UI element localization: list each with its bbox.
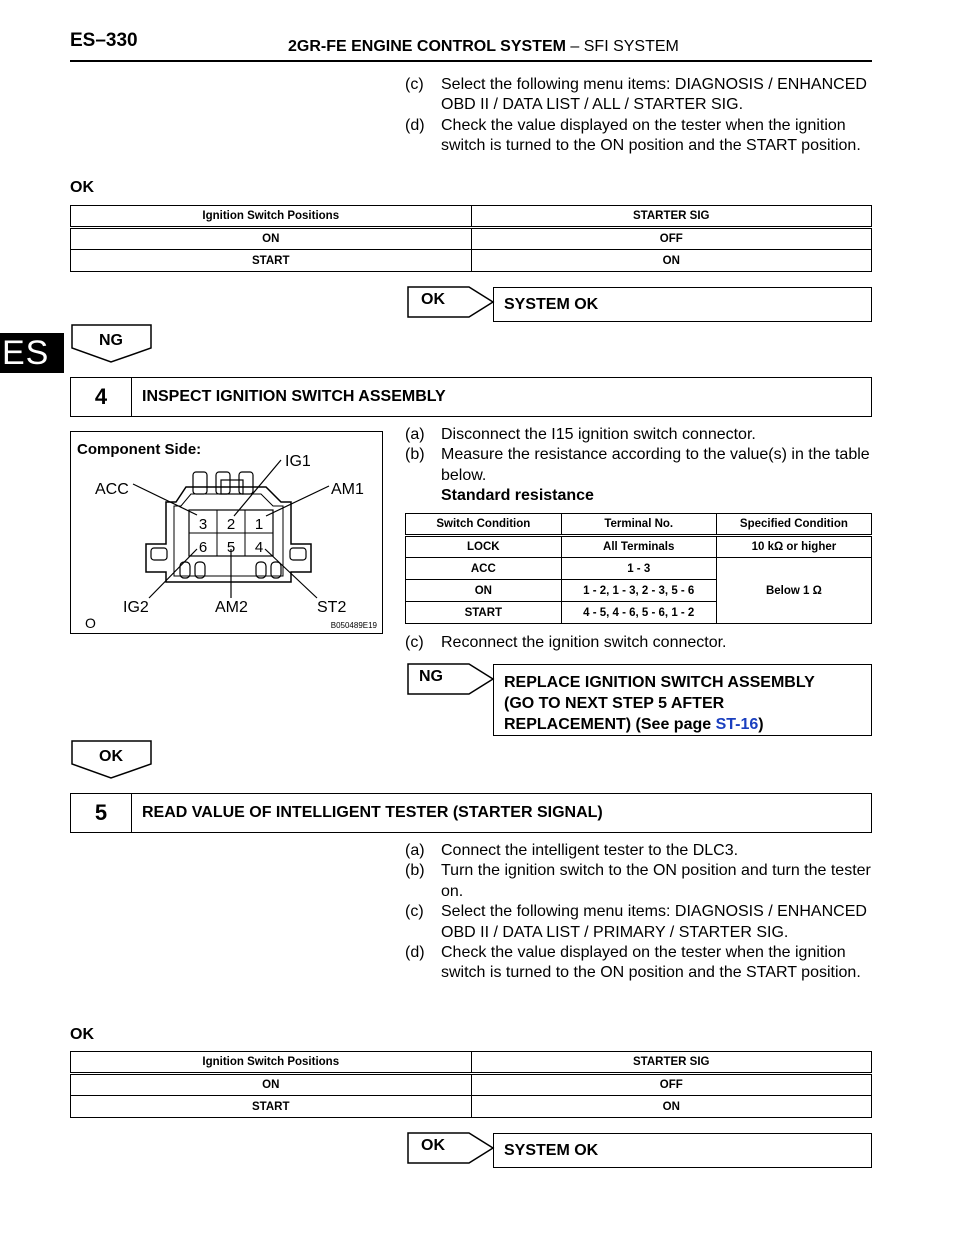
replace-text — [504, 672, 815, 735]
step-text: Measure the resistance according to the value(s) in the table below. — [441, 446, 870, 484]
table-cell: START — [406, 602, 562, 624]
table-cell: All Terminals — [561, 536, 716, 558]
pin-number: 5 — [226, 539, 236, 556]
step-text: Check the value displayed on the tester when the ignition switch is turned to the ON position and the START position. — [441, 944, 861, 982]
step-label: (a) — [405, 426, 425, 443]
step-5-a — [405, 841, 875, 861]
table-row — [71, 1096, 872, 1118]
table-header-cell: Specified Condition — [716, 514, 871, 536]
figure-id: B050489E19 — [330, 621, 377, 630]
table-cell: ON — [406, 580, 562, 602]
table-cell: START — [71, 250, 472, 272]
table-cell: 1 - 2, 1 - 3, 2 - 3, 5 - 6 — [561, 580, 716, 602]
step-number: 5 — [71, 794, 132, 832]
step-5-instructions — [405, 841, 875, 984]
ok-tag-label: OK — [99, 748, 123, 765]
header-rule — [70, 60, 872, 62]
ng-tag-label: NG — [99, 332, 123, 349]
system-ok-box-2: SYSTEM OK — [493, 1133, 872, 1168]
table-row — [406, 558, 872, 580]
pin-label-st2: ST2 — [317, 599, 347, 616]
table-cell: ON — [471, 250, 872, 272]
replace-switch-box — [493, 664, 872, 736]
table-header-cell: STARTER SIG — [471, 1052, 872, 1074]
table-header-cell: Terminal No. — [561, 514, 716, 536]
step-5-header — [70, 793, 872, 833]
pin-number: 6 — [198, 539, 208, 556]
pin-number: 2 — [226, 516, 236, 533]
step-text: Turn the ignition switch to the ON position and turn the tester on. — [441, 862, 871, 900]
table-header-row — [71, 1052, 872, 1074]
table-cell: LOCK — [406, 536, 562, 558]
table-header-row — [406, 514, 872, 536]
step-5-result-table — [70, 1051, 872, 1118]
step-label: (b) — [405, 446, 425, 464]
table-cell: OFF — [471, 1074, 872, 1096]
resistance-table — [405, 513, 872, 624]
step-4-a — [405, 425, 875, 445]
page-title-sub: – SFI SYSTEM — [565, 38, 679, 55]
system-ok-box-1: SYSTEM OK — [493, 287, 872, 322]
table-header-cell: STARTER SIG — [471, 206, 872, 228]
page-title-main: 2GR-FE ENGINE CONTROL SYSTEM — [288, 38, 566, 55]
top-result-table — [70, 205, 872, 272]
table-cell: 10 kΩ or higher — [716, 536, 871, 558]
top-step-c — [405, 75, 875, 116]
table-cell: OFF — [471, 228, 872, 250]
step-4-b — [405, 445, 875, 486]
replace-text-part: ) — [758, 716, 764, 733]
page-ref-link[interactable]: ST-16 — [715, 716, 759, 733]
table-cell: 1 - 3 — [561, 558, 716, 580]
step-label: (b) — [405, 862, 425, 880]
table-cell: ON — [471, 1096, 872, 1118]
page-title — [288, 38, 679, 56]
step-number: 4 — [71, 378, 132, 416]
table-header-row — [71, 206, 872, 228]
step-text: Select the following menu items: DIAGNOSIS / ENHANCED OBD II / DATA LIST / PRIMARY / STARTER SIG. — [441, 903, 867, 941]
pin-number: 1 — [254, 516, 264, 533]
table-header-cell: Switch Condition — [406, 514, 562, 536]
step-title: INSPECT IGNITION SWITCH ASSEMBLY — [142, 388, 446, 405]
step-text: Select the following menu items: DIAGNOSIS / ENHANCED OBD II / DATA LIST / ALL / STARTER SIG. — [441, 76, 867, 114]
table-header-cell: Ignition Switch Positions — [71, 206, 472, 228]
step-title: READ VALUE OF INTELLIGENT TESTER (STARTER SIGNAL) — [142, 804, 603, 821]
connector-diagram — [70, 431, 383, 634]
step-label: (c) — [405, 903, 424, 921]
pin-label-ig1: IG1 — [285, 453, 311, 470]
step-4-c — [405, 633, 875, 653]
step-5-b — [405, 861, 875, 902]
table-row — [71, 228, 872, 250]
table-row — [406, 536, 872, 558]
replace-text-line: REPLACE IGNITION SWITCH ASSEMBLY — [504, 674, 815, 691]
table-cell: 4 - 5, 4 - 6, 5 - 6, 1 - 2 — [561, 602, 716, 624]
step-5-ok-heading: OK — [70, 1026, 94, 1043]
connector-inner-outline — [174, 494, 283, 576]
step-4-c-wrap — [405, 633, 875, 653]
step-4-header — [70, 377, 872, 417]
connector-outline — [146, 487, 311, 582]
table-cell: ON — [71, 1074, 472, 1096]
step-5-c — [405, 902, 875, 943]
pin-label-am1: AM1 — [331, 481, 364, 498]
table-cell-merged: Below 1 Ω — [716, 558, 871, 624]
step-label: (c) — [405, 634, 424, 651]
step-label: (d) — [405, 944, 425, 962]
top-step-list — [405, 75, 875, 157]
step-text: Reconnect the ignition switch connector. — [441, 634, 727, 651]
table-row — [71, 250, 872, 272]
section-side-tab: ES — [0, 333, 64, 373]
pin-number: 3 — [198, 516, 208, 533]
standard-resistance-label: Standard resistance — [441, 487, 594, 505]
pin-label-ig2: IG2 — [123, 599, 149, 616]
pin-label-am2: AM2 — [215, 599, 248, 616]
diagram-corner-mark: O — [85, 615, 96, 631]
ok-tag-label: OK — [421, 1137, 445, 1154]
ok-tag-label: OK — [421, 291, 445, 308]
ng-tag-label: NG — [419, 668, 443, 685]
table-row — [71, 1074, 872, 1096]
diagram-title: Component Side: — [77, 441, 202, 458]
step-label: (d) — [405, 116, 425, 134]
replace-text-line: (GO TO NEXT STEP 5 AFTER — [504, 695, 725, 712]
table-cell: ON — [71, 228, 472, 250]
table-cell: ACC — [406, 558, 562, 580]
replace-text-part: REPLACEMENT) (See page — [504, 716, 716, 733]
replace-text-line — [504, 714, 815, 735]
page-number: ES–330 — [70, 30, 138, 51]
step-4-instructions — [405, 425, 875, 507]
top-step-d — [405, 116, 875, 157]
pin-label-acc: ACC — [95, 481, 129, 498]
step-text: Disconnect the I15 ignition switch connector. — [441, 426, 756, 443]
step-label: (c) — [405, 76, 424, 93]
step-label: (a) — [405, 842, 425, 859]
table-header-cell: Ignition Switch Positions — [71, 1052, 472, 1074]
pin-number: 4 — [254, 539, 264, 556]
step-5-d — [405, 943, 875, 984]
step-text: Connect the intelligent tester to the DLC3. — [441, 842, 739, 859]
step-text: Check the value displayed on the tester when the ignition switch is turned to the ON position and the START position. — [441, 116, 861, 155]
top-ok-heading: OK — [70, 179, 94, 196]
table-cell: START — [71, 1096, 472, 1118]
